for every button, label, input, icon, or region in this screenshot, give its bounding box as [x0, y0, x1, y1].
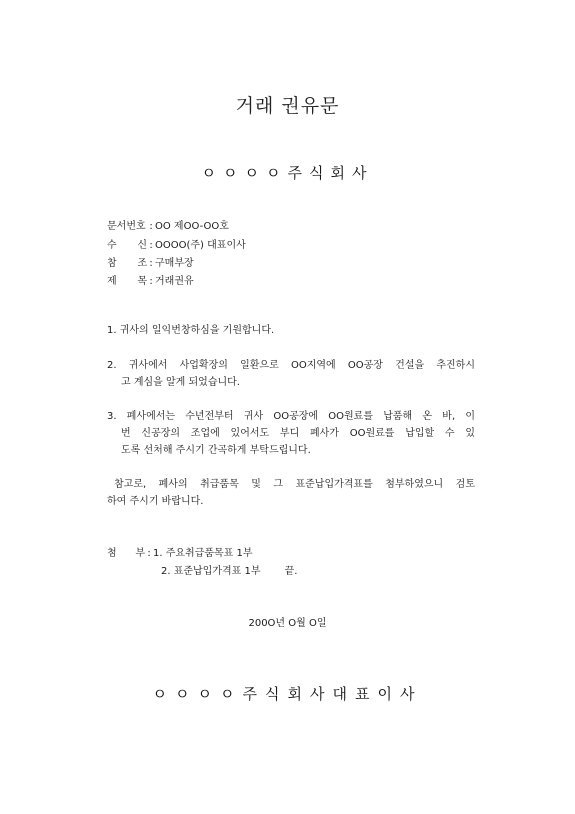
meta-doc-number [107, 221, 229, 233]
subject-value: 거래권유 [155, 276, 194, 287]
reference-value: 구매부장 [155, 258, 194, 269]
document-date: 200O년 O월 O일 [248, 618, 327, 629]
paragraph-line: 도록 선처해 주시기 간곡하게 부탁드립니다. [121, 445, 311, 456]
paragraph-2 [107, 357, 475, 391]
recipient-value: OOOO(주) 대표이사 [155, 240, 246, 251]
paragraph-1 [107, 322, 475, 339]
enclosure-item-1: 1. 주요취급품목표 1부 [153, 548, 253, 559]
meta-subject [107, 276, 194, 288]
doc-number-value: OO 제OO-OO호 [155, 221, 229, 232]
colon: : [149, 240, 153, 251]
reference-label: 참 조 [107, 258, 147, 269]
meta-reference [107, 258, 194, 270]
recipient-label: 수 신 [107, 240, 147, 251]
paragraph-line: 1. 귀사의 일익번창하심을 기원합니다. [107, 325, 275, 336]
meta-recipient [107, 240, 246, 252]
colon: : [147, 548, 151, 559]
paragraph-line: 하여 주시기 바랍니다. [107, 496, 204, 507]
paragraph-4 [107, 476, 475, 510]
colon: : [149, 258, 153, 269]
doc-number-label: 문서번호 [107, 221, 146, 232]
paragraph-line: 참고로, 폐사의 취급품목 및 그 표준납입가격표를 첨부하였으니 검토 [114, 479, 475, 490]
paragraph-line: 2. 귀사에서 사업확장의 일환으로 OO지역에 OO공장 건설을 추진하시 [107, 360, 475, 371]
paragraph-line: 고 계심을 알게 되었습니다. [121, 377, 240, 388]
enclosure-line-2 [161, 563, 297, 580]
document-title: 거래 권유문 [235, 95, 340, 117]
sender-company: ㅇㅇㅇㅇ주식회사 [201, 164, 374, 182]
subject-label: 제 목 [107, 276, 147, 287]
representative-signature: ㅇㅇㅇㅇ주식회사대표이사 [152, 685, 423, 703]
paragraph-3 [107, 408, 475, 459]
end-mark: 끝. [284, 566, 298, 577]
colon: : [149, 276, 153, 287]
colon: : [149, 221, 153, 232]
enclosure-line-1 [107, 545, 253, 562]
paragraph-line: 3. 폐사에서는 수년전부터 귀사 OO공장에 OO원료를 납품해 온 바, 이 [107, 411, 475, 422]
paragraph-line: 번 신공장의 조업에 있어서도 부디 폐사가 OO원료를 납입할 수 있 [121, 428, 475, 439]
enclosure-item-2: 2. 표준납입가격표 1부 [161, 566, 261, 577]
enclosure-label: 첨 부 [107, 548, 145, 559]
